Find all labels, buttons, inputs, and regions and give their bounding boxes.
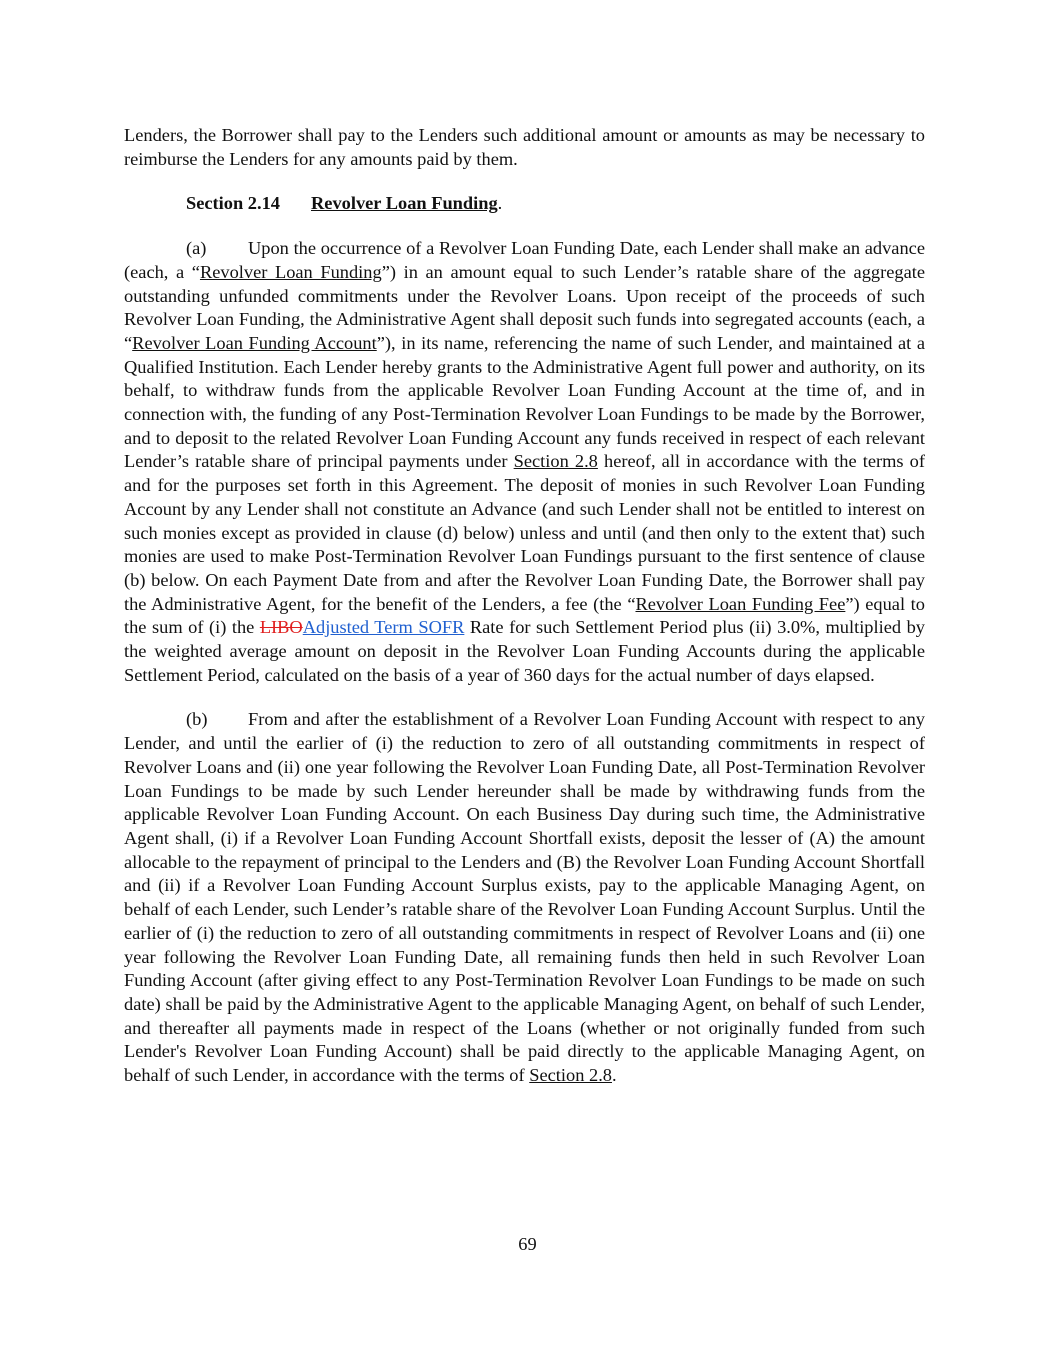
clause-b-text-1: From and after the establishment of a Revolver Loan Funding Account with respect to any Lender, and until the earlier of (i) the reduction to zero of all outstanding commitments in respect of Revolver Loans and (ii) one year following the Revolver Loan Funding Date, all Post-Termination Revolver Loan Fundings to be made by such Lender hereunder shall be made by withdrawing funds from the applicable Revolver Loan Funding Account. On each Business Day during such time, the Administrative Agent shall, (i) if a Revolver Loan Funding Account Shortfall exists, deposit the lesser of (A) the amount allocable to the repayment of principal to the Lenders and (B) the Revolver Loan Funding Account Shortfall and (ii) if a Revolver Loan Funding Account Surplus exists, pay to the applicable Managing Agent, on behalf of each Lender, such Lender’s ratable share of the Revolver Loan Funding Account Surplus. Until the earlier of (i) the reduction to zero of all outstanding commitments in respect of Revolver Loans and (ii) one year following the Revolver Loan Funding Date, all remaining funds then held in such Revolver Loan Funding Account (after giving effect to any Post-Termination Revolver Loan Fundings to be made on such date) shall be paid by the Administrative Agent to the applicable Managing Agent, on behalf of such Lender, and thereafter all payments made in respect of the Loans (whether or not originally funded from such Lender's Revolver Loan Funding Account) shall be paid directly to the applicable Managing Agent, on behalf of such Lender, in accordance with the terms of (124, 709, 925, 1086)
inserted-text-adjusted-term-sofr: Adjusted Term SOFR (302, 617, 465, 638)
section-title-period: . (497, 193, 503, 214)
clause-a-text-6: Rate for such Settlement Period plus (ii) 3.0%, multiplied by the weighted average amount on deposit in the Revolver Loan Funding Accounts during the applicable Settlement Period, calculated on the basis of a year of 360 days for the actual number of days elapsed. (124, 617, 925, 685)
clause-a-text-1: Upon the occurrence of a Revolver Loan Funding Date, each Lender shall make an advance (each, a “ (124, 238, 925, 282)
clause-b-paragraph (124, 708, 925, 1087)
deleted-text-libo: LIBO (259, 617, 303, 638)
defined-term-revolver-loan-funding-fee: Revolver Loan Funding Fee (635, 593, 846, 614)
page-number: 69 (518, 1234, 537, 1254)
clause-b-text-2: . (611, 1065, 617, 1086)
clause-b-label: (b) (186, 709, 208, 730)
clause-a-text-5: ”) equal to the sum of (i) the (124, 593, 925, 638)
clause-a-text-2: ”) in an amount equal to such Lender’s ratable share of the aggregate outstanding unfunded commitments under the Revolver Loans. Upon receipt of the proceeds of such Revolver Loan Funding, the Administrative Agent shall deposit such funds into segregated accounts (each, a “ (124, 261, 926, 353)
clause-a-label: (a) (186, 238, 207, 259)
clause-a-text-4: hereof, all in accordance with the terms of and for the purposes set forth in this Agreement. The deposit of monies in such Revolver Loan Funding Account by any Lender shall not constitute an Advance (and such Lender shall not be entitled to interest on such monies except as provided in clause (d) below) unless and until (and then only to the extent that) such monies are used to make Post-Termination Revolver Loan Fundings pursuant to the first sentence of clause (b) below. On each Payment Date from and after the Revolver Loan Funding Date, the Borrower shall pay the Administrative Agent, for the benefit of the Lenders, a fee (the “ (124, 451, 926, 614)
section-reference-2-8[interactable]: Section 2.8 (513, 451, 598, 472)
defined-term-revolver-loan-funding-account: Revolver Loan Funding Account (132, 332, 377, 353)
section-number: Section 2.14 (186, 193, 280, 214)
section-reference-2-8[interactable]: Section 2.8 (529, 1065, 612, 1086)
section-heading (124, 192, 925, 216)
continued-paragraph: Lenders, the Borrower shall pay to the Lenders such additional amount or amounts as may be necessary to reimburse the Lenders for any amounts paid by them. (124, 125, 925, 169)
clause-a-text-3: ”), in its name, referencing the name of such Lender, and maintained at a Qualified Institution. Each Lender hereby grants to the Administrative Agent full power and authority, on its behalf, to withdraw funds from the applicable Revolver Loan Funding Account at the time of, and in connection with, the funding of any Post-Termination Revolver Loan Fundings to be made by the Borrower, and to deposit to the related Revolver Loan Funding Account any funds received in respect of each relevant Lender’s ratable share of principal payments under (124, 332, 925, 472)
section-title: Revolver Loan Funding (311, 193, 498, 214)
document-page (124, 124, 925, 1088)
defined-term-revolver-loan-funding: Revolver Loan Funding (199, 261, 382, 282)
clause-a-paragraph (124, 237, 925, 687)
